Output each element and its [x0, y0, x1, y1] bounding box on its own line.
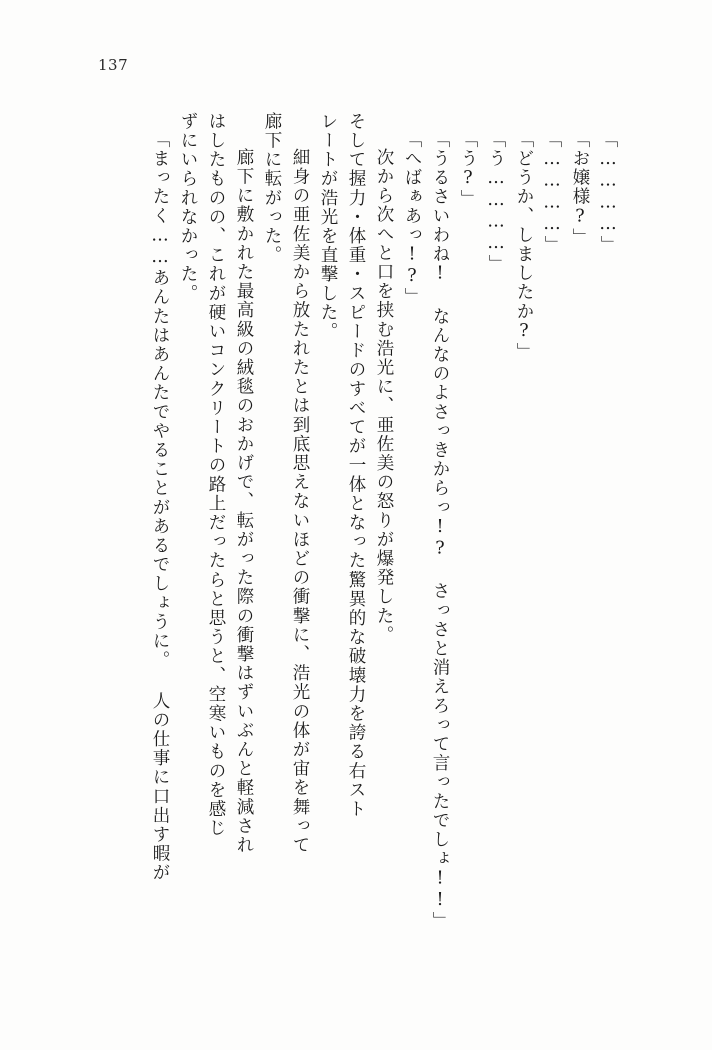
- text-column: はしたものの、これが硬いコンクリートの路上だったらと思うと、空寒いものを感じ: [206, 112, 226, 838]
- text-column: 細身の亜佐美から放たれたとは到底思えないほどの衝撃に、浩光の体が宙を舞って: [290, 148, 310, 855]
- page-number: 137: [98, 56, 129, 74]
- text-column: 「へばぁあっ!?」: [402, 130, 422, 307]
- text-column: ずにいられなかった。: [178, 112, 198, 303]
- text-column: 「…………」: [598, 130, 618, 255]
- text-column: レートが浩光を直撃した。: [318, 112, 338, 342]
- text-column: 「うるさいわね! なんなのよさっきからっ!? さっさと消えろって言ったでしょ!!」: [430, 130, 450, 931]
- text-column: 「う…………」: [486, 130, 506, 274]
- text-column: 廊下に敷かれた最高級の絨毯のおかげで、転がった際の衝撃はずいぶんと軽減され: [234, 148, 254, 855]
- text-column: 「どうか、しましたか?」: [514, 130, 534, 362]
- text-column: 廊下に転がった。: [262, 112, 282, 265]
- vertical-text-block: [146, 112, 616, 974]
- text-column: 次から次へと口を挟む浩光に、亜佐美の怒りが爆発した。: [374, 148, 394, 645]
- text-column: そして握力・体重・スピードのすべてが一体となった驚異的な破壊力を誇る右スト: [346, 112, 366, 819]
- text-column: 「まったく……あんたはあんたでやることがあるでしょうに。 人の仕事に口出す暇が: [150, 130, 170, 883]
- text-column: 「お嬢様?」: [570, 130, 590, 248]
- text-column: 「…………」: [542, 130, 562, 255]
- text-column: 「う?」: [458, 130, 478, 209]
